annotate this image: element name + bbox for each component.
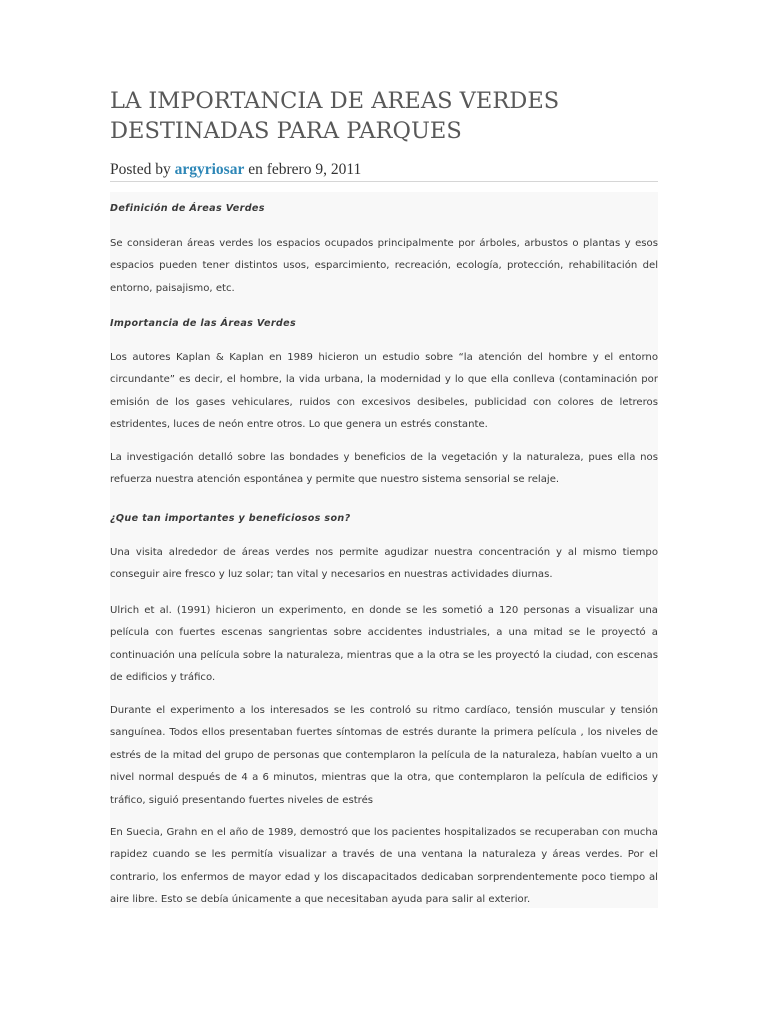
paragraph-ulrich: Ulrich et al. (1991) hicieron un experimento, en donde se les sometió a 120 personas a visualizar una película con fuertes escenas sangrientas sobre accidentes industriales, a una mitad se le proyectó a continuación una película sobre la naturaleza, mientras que a la otra se les proyectó la ciudad, con escenas de edificios y tráfico. [110, 605, 658, 684]
article-title: LA IMPORTANCIA DE AREAS VERDES DESTINADAS PARA PARQUES [110, 88, 560, 144]
paragraph-definicion: Se consideran áreas verdes los espacios ocupados principalmente por árboles, arbustos o plantas y esos espacios pueden tener distintos usos, esparcimiento, recreación, ecología, protección, rehabilitación del entorno, paisajismo, etc. [110, 238, 658, 294]
article-byline [110, 160, 658, 182]
paragraph-kaplan: Los autores Kaplan & Kaplan en 1989 hicieron un estudio sobre “la atención del hombre y el entorno circundante” es decir, el hombre, la vida urbana, la modernidad y lo que ella conlleva (contaminación por emisión de los gases vehiculares, ruidos con excesivos desibeles, publicidad con colores de letreros estridentes, luces de neón entre otros. Lo que genera un estrés constante. [110, 352, 658, 431]
section-heading-definicion: Definición de Áreas Verdes [110, 203, 265, 214]
section-heading-beneficios: ¿Que tan importantes y beneficiosos son? [110, 513, 351, 524]
byline-prefix: Posted by [110, 161, 175, 178]
article-body [110, 192, 658, 908]
paragraph-experimento: Durante el experimento a los interesados se les controló su ritmo cardíaco, tensión muscular y tensión sanguínea. Todos ellos presentaban fuertes síntomas de estrés durante la primera película , los niveles de estrés de la mitad del grupo de personas que contemplaron la película de la naturaleza, habían vuelto a un nivel normal después de 4 a 6 minutos, mientras que la otra, que contemplaron la película de edificios y tráfico, siguió presentando fuertes niveles de estrés [110, 705, 658, 806]
paragraph-investigacion: La investigación detalló sobre las bondades y beneficios de la vegetación y la naturaleza, pues ella nos refuerza nuestra atención espontánea y permite que nuestro sistema sensorial se relaje. [110, 452, 658, 486]
section-heading-importancia: Importancia de las Áreas Verdes [110, 318, 297, 329]
paragraph-visita: Una visita alrededor de áreas verdes nos permite agudizar nuestra concentración y al mismo tiempo conseguir aire fresco y luz solar; tan vital y necesarios en nuestras actividades diurnas. [110, 547, 658, 581]
author-link[interactable]: argyriosar [174, 161, 245, 178]
paragraph-suecia: En Suecia, Grahn en el año de 1989, demostró que los pacientes hospitalizados se recuperaban con mucha rapidez cuando se les permitía visualizar a través de una ventana la naturaleza y áreas verdes. Por el contrario, los enfermos de mayor edad y los discapacitados dedicaban sorprendentemente poco tiempo al aire libre. Esto se debía únicamente a que necesitaban ayuda para salir al exterior. [110, 827, 658, 906]
byline-date: en febrero 9, 2011 [244, 161, 362, 178]
